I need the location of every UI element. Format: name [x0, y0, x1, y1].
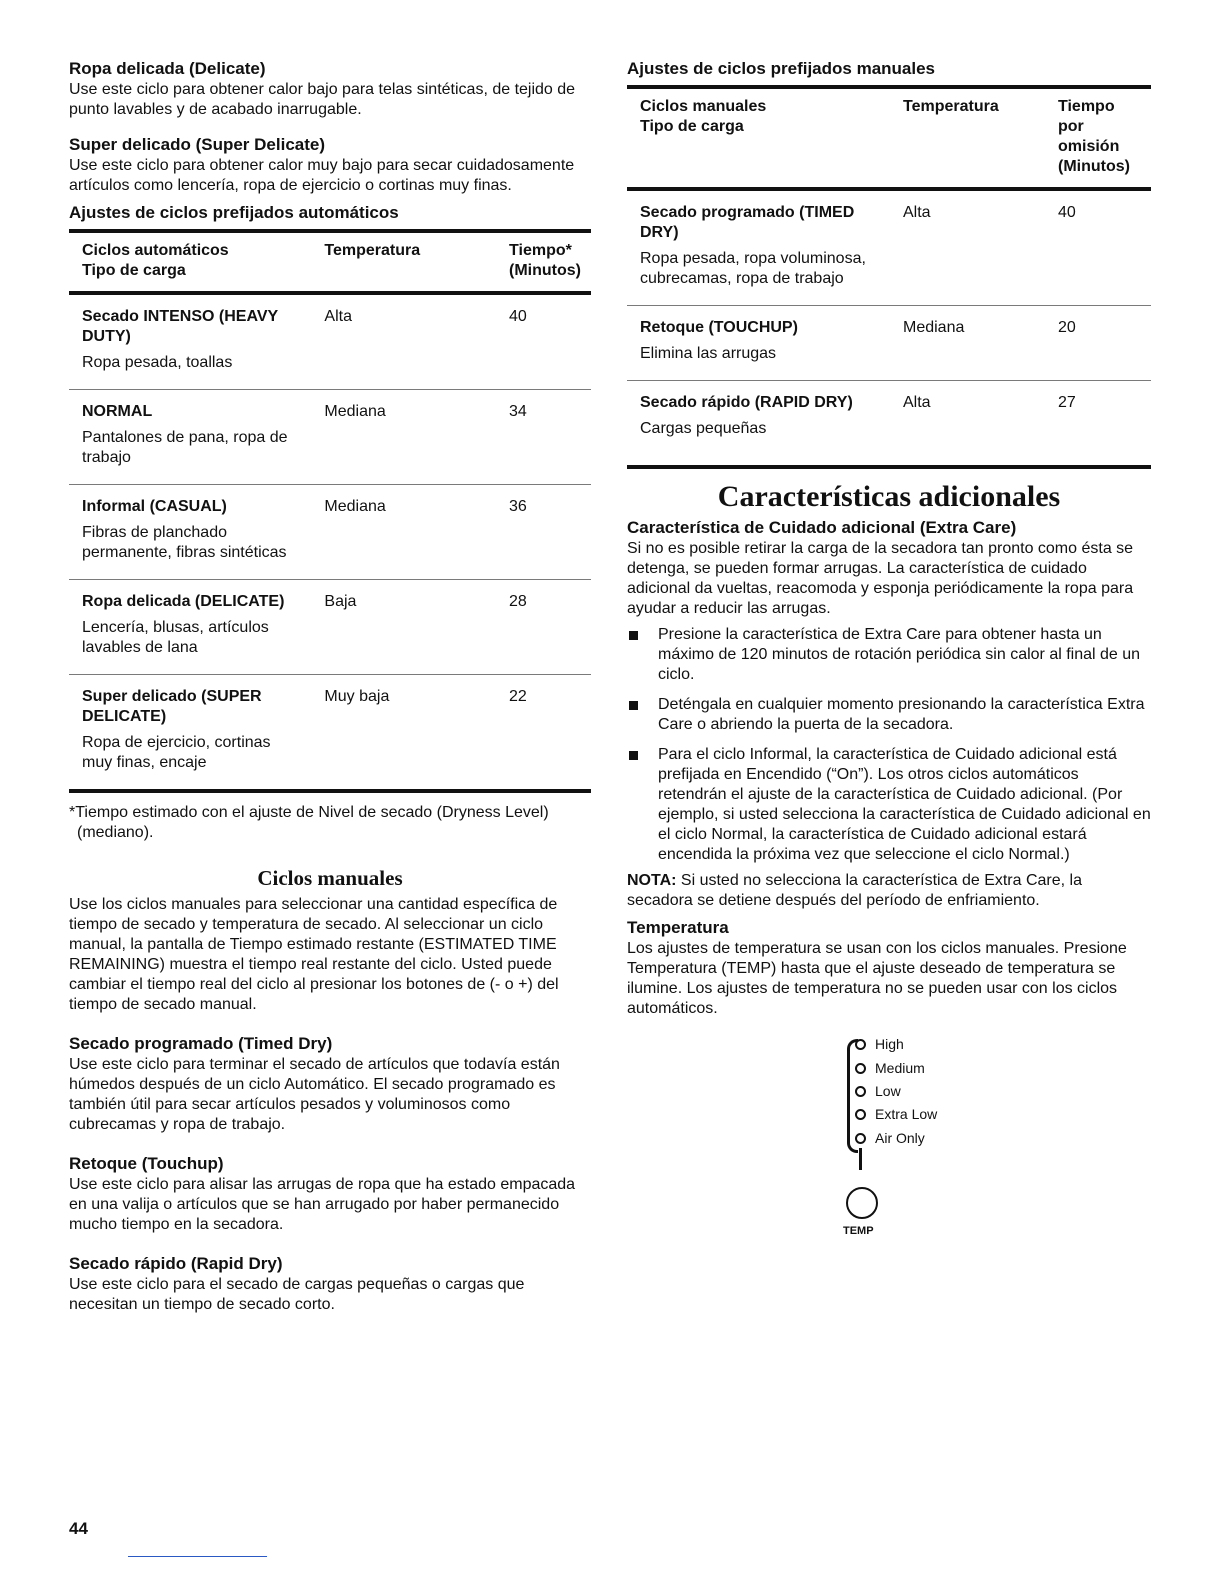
- auto-cycles-table: [69, 229, 591, 793]
- col-header-temp: Temperatura: [311, 231, 496, 293]
- table-row: [627, 189, 1151, 306]
- super-delicate-text: Use este ciclo para obtener calor muy bajo para secar cuidadosamente artículos como lencería, ropa de ejercicio o cortinas muy finas.: [69, 157, 575, 194]
- bullet-square-icon: [629, 631, 638, 640]
- time-cell: 20: [1045, 306, 1151, 381]
- super-delicate-heading: Super delicado (Super Delicate): [69, 135, 326, 154]
- temp-option-low: Low: [855, 1082, 901, 1100]
- cycle-load: Elimina las arrugas: [640, 345, 777, 362]
- right-column: [627, 58, 1151, 1245]
- cycle-name: Super delicado (SUPER DELICATE): [82, 688, 262, 725]
- temp-cell: Mediana: [311, 485, 496, 580]
- list-item: Para el ciclo Informal, la característica de Cuidado adicional está prefijada en Encendido (“On”). Los otros ciclos automáticos retendrán el ajuste de la característica de Cuidado adicional. (Por ejemplo, si usted selecciona la característica de Cuidado adicional en el ciclo Normal, la característica de Cuidado adicional estará encendida la próxima vez que seleccione el ciclo Normal.): [627, 745, 1151, 865]
- bracket-stem: [859, 1148, 862, 1170]
- temp-option-medium: Medium: [855, 1059, 925, 1077]
- list-item: Presione la característica de Extra Care para obtener hasta un máximo de 120 minutos de rotación periódica sin calor al final de un ciclo.: [627, 625, 1151, 685]
- temp-option-extra-low: Extra Low: [855, 1105, 937, 1123]
- rapid-dry-heading: Secado rápido (Rapid Dry): [69, 1254, 283, 1273]
- time-cell: 22: [496, 675, 591, 792]
- cycle-cell: [69, 293, 311, 390]
- auto-table-heading: Ajustes de ciclos prefijados automáticos: [69, 203, 399, 222]
- time-cell: 34: [496, 390, 591, 485]
- table-row: [69, 293, 591, 390]
- table-row: [69, 580, 591, 675]
- additional-features-title: Características adicionales: [717, 480, 1061, 513]
- table-row: [627, 381, 1151, 468]
- time-cell: 27: [1045, 381, 1151, 468]
- cycle-name: Ropa delicada (DELICATE): [82, 593, 285, 610]
- cycle-load: Ropa de ejercicio, cortinas muy finas, encaje: [82, 734, 271, 771]
- cycle-load: Cargas pequeñas: [640, 420, 767, 437]
- temp-option-air-only: Air Only: [855, 1129, 925, 1147]
- temp-cell: Alta: [311, 293, 496, 390]
- timed-dry-heading: Secado programado (Timed Dry): [69, 1034, 333, 1053]
- extra-care-note: [627, 871, 1151, 911]
- footer-divider: [128, 1556, 267, 1557]
- rapid-dry-text: Use este ciclo para el secado de cargas pequeñas o cargas que necesitan un tiempo de secado corto.: [69, 1276, 525, 1313]
- col-header-cycle: Ciclos manuales Tipo de carga: [627, 87, 890, 189]
- temp-cell: Mediana: [890, 306, 1045, 381]
- left-column: [69, 58, 591, 1315]
- cycle-cell: [69, 390, 311, 485]
- temperature-control-diagram: [843, 1035, 977, 1245]
- cycle-cell: [69, 580, 311, 675]
- temp-button: [846, 1187, 878, 1219]
- table-header-row: [69, 231, 591, 293]
- cycle-name: Secado INTENSO (HEAVY DUTY): [82, 308, 278, 345]
- cycle-name: Informal (CASUAL): [82, 498, 227, 515]
- cycle-cell: [627, 306, 890, 381]
- col-header-time: Tiempo por omisión (Minutos): [1045, 87, 1151, 189]
- indicator-light-icon: [855, 1039, 866, 1050]
- col-header-temp: Temperatura: [890, 87, 1045, 189]
- delicate-heading: Ropa delicada (Delicate): [69, 59, 266, 78]
- temp-cell: Baja: [311, 580, 496, 675]
- time-cell: 40: [1045, 189, 1151, 306]
- cycle-load: Ropa pesada, toallas: [82, 354, 233, 371]
- note-label: NOTA:: [627, 872, 677, 889]
- manual-table-heading: Ajustes de ciclos prefijados manuales: [627, 59, 936, 78]
- cycle-name: Secado rápido (RAPID DRY): [640, 394, 853, 411]
- manual-cycles-table: [627, 85, 1151, 469]
- temp-cell: Alta: [890, 189, 1045, 306]
- table-row: [69, 675, 591, 792]
- col-header-cycle: Ciclos automáticos Tipo de carga: [69, 231, 311, 293]
- cycle-name: Secado programado (TIMED DRY): [640, 204, 855, 241]
- time-cell: 28: [496, 580, 591, 675]
- extra-care-text: Si no es posible retirar la carga de la secadora tan pronto como ésta se detenga, se pueden formar arrugas. La característica de cuidado adicional da vueltas, reacomoda y esponja periódicamente la ropa para ayudar a reducir las arrugas.: [627, 540, 1134, 617]
- note-text: Si usted no selecciona la característica de Extra Care, la secadora se detiene después del período de enfriamiento.: [627, 872, 1082, 909]
- cycle-load: Fibras de planchado permanente, fibras sintéticas: [82, 524, 287, 561]
- time-cell: 40: [496, 293, 591, 390]
- extra-care-bullets: [627, 625, 1151, 865]
- cycle-load: Ropa pesada, ropa voluminosa, cubrecamas, ropa de trabajo: [640, 250, 866, 287]
- timed-dry-text: Use este ciclo para terminar el secado de artículos que todavía están húmedos después de un ciclo Automático. El secado programado es también útil para secar artículos pesados y voluminosos como cubrecamas y ropa de trabajo.: [69, 1056, 560, 1133]
- temp-button-label: TEMP: [843, 1225, 874, 1237]
- bullet-square-icon: [629, 701, 638, 710]
- temp-cell: Mediana: [311, 390, 496, 485]
- manual-cycles-intro: Use los ciclos manuales para seleccionar una cantidad específica de tiempo de secado y temperatura de secado. Al seleccionar un ciclo manual, la pantalla de Tiempo estimado restante (ESTIMATED TIME REMAINING) muestra el tiempo real restante del ciclo. Usted puede cambiar el tiempo real del ciclo al presionar los botones de (- o +) del tiempo de secado manual.: [69, 896, 559, 1013]
- delicate-text: Use este ciclo para obtener calor bajo para telas sintéticas, de tejido de punto lavables y de acabado inarrugable.: [69, 81, 576, 118]
- time-cell: 36: [496, 485, 591, 580]
- indicator-light-icon: [855, 1133, 866, 1144]
- page-number: 44: [69, 1519, 88, 1538]
- extra-care-heading: Característica de Cuidado adicional (Extra Care): [627, 518, 1017, 537]
- touchup-text: Use este ciclo para alisar las arrugas de ropa que ha estado empacada en una valija o artículos que se han arrugado por haber permanecido mucho tiempo en la secadora.: [69, 1176, 576, 1233]
- cycle-name: NORMAL: [82, 403, 153, 420]
- cycle-cell: [627, 381, 890, 468]
- cycle-cell: [69, 485, 311, 580]
- table-row: [69, 485, 591, 580]
- touchup-heading: Retoque (Touchup): [69, 1154, 224, 1173]
- bullet-square-icon: [629, 751, 638, 760]
- temperature-heading: Temperatura: [627, 918, 729, 937]
- cycle-load: Lencería, blusas, artículos lavables de lana: [82, 619, 269, 656]
- manual-cycles-title: Ciclos manuales: [257, 866, 403, 890]
- temperature-text: Los ajustes de temperatura se usan con los ciclos manuales. Presione Temperatura (TEMP) hasta que el ajuste deseado de temperatura se ilumine. Los ajustes de temperatura no se pueden usar con los ciclos automáticos.: [627, 940, 1127, 1017]
- list-item: Deténgala en cualquier momento presionando la característica Extra Care o abriendo la puerta de la secadora.: [627, 695, 1151, 735]
- indicator-light-icon: [855, 1086, 866, 1097]
- cycle-name: Retoque (TOUCHUP): [640, 319, 798, 336]
- table-header-row: [627, 87, 1151, 189]
- temp-option-high: High: [855, 1035, 904, 1053]
- cycle-load: Pantalones de pana, ropa de trabajo: [82, 429, 288, 466]
- col-header-time: Tiempo* (Minutos): [496, 231, 591, 293]
- temp-cell: Alta: [890, 381, 1045, 468]
- indicator-light-icon: [855, 1063, 866, 1074]
- table-row: [627, 306, 1151, 381]
- table-row: [69, 390, 591, 485]
- table-footnote: *Tiempo estimado con el ajuste de Nivel de secado (Dryness Level) (mediano).: [69, 804, 549, 841]
- temp-cell: Muy baja: [311, 675, 496, 792]
- cycle-cell: [627, 189, 890, 306]
- cycle-cell: [69, 675, 311, 792]
- indicator-light-icon: [855, 1109, 866, 1120]
